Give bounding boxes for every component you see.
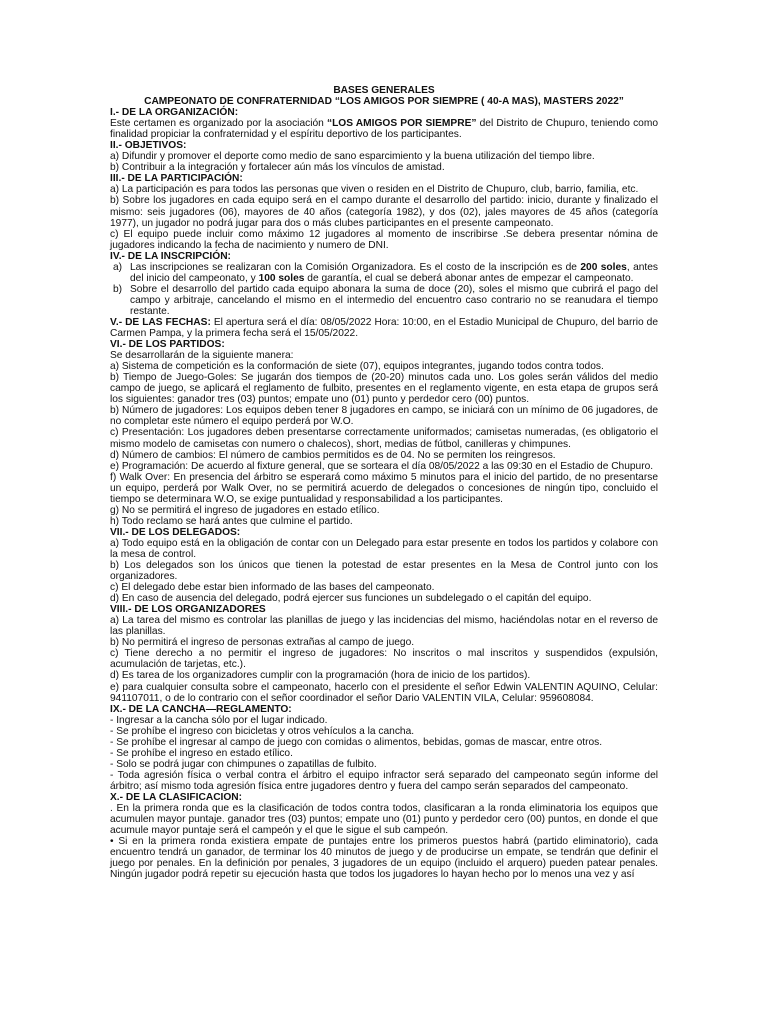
- text-fragment: Las inscripciones se realizaran con la Comisión Organizadora. Es el costo de la inscripción es de: [130, 261, 581, 273]
- section-heading-organizadores: VIII.- DE LOS ORGANIZADORES: [110, 604, 266, 616]
- paragraph-fechas: [110, 317, 658, 339]
- list-item: g) No se permitirá el ingreso de jugadores en estado etílico.: [110, 504, 380, 516]
- bold-text: 100 soles: [258, 272, 305, 284]
- list-item: - Se prohíbe el ingreso en estado etílico.: [110, 747, 293, 759]
- list-item: - Se prohíbe el ingresar al campo de juego con comidas o alimentos, bebidas, gomas de mascar, entre otros.: [110, 736, 603, 748]
- list-item: a) Todo equipo está en la obligación de contar con un Delegado para estar presente en todos los partidos y colabore con la mesa de control.: [110, 537, 658, 560]
- list-item: a) La participación es para todos las personas que viven o residen en el Distrito de Chupuro, club, barrio, familia, etc.: [110, 184, 639, 196]
- list-item: h) Todo reclamo se hará antes que culmine el partido.: [110, 515, 353, 527]
- document-subtitle: CAMPEONATO DE CONFRATERNIDAD “LOS AMIGOS POR SIEMPRE ( 40-A MAS), MASTERS 2022”: [144, 96, 624, 108]
- list-item: - Ingresar a la cancha sólo por el lugar indicado.: [110, 714, 328, 726]
- paragraph-organizacion: [110, 118, 658, 140]
- list-item: c) El equipo puede incluir como máximo 12 jugadores al momento de inscribirse .Se debera presentar nómina de jugadores indicando la fecha de nacimiento y numero de DNI.: [110, 228, 658, 251]
- list-item: b) Tiempo de Juego-Goles: Se jugarán dos tiempos de (20-20) minutos cada uno. Los goles serán válidos del medio campo de juego, se aplicará el reglamento de fulbito, presentes en el reglamento vigente, en esta etapa de grupos será los siguientes: ganador tres (03) puntos; empate uno (01) punto y perdedor cero (00) puntos.: [110, 372, 658, 406]
- section-heading-organizacion: I.- DE LA ORGANIZACIÓN:: [110, 107, 239, 119]
- list-item: [110, 262, 658, 284]
- document-title: BASES GENERALES: [333, 85, 435, 96]
- text-fragment: de garantía, el cual se deberá abonar antes de empezar el campeonato.: [304, 272, 634, 284]
- section-heading-fechas: V.- DE LAS FECHAS:: [110, 316, 211, 328]
- list-item: c) Tiene derecho a no permitir el ingreso de jugadores: No inscritos o mal inscritos y suspendidos (expulsión, acumulación de tarjetas, etc.).: [110, 648, 658, 671]
- section-heading-clasificacion: X.- DE LA CLASIFICACION:: [110, 792, 243, 803]
- list-item: a) Sistema de competición es la conformación de siete (07), equipos integrantes, jugando todos contra todos.: [110, 361, 604, 373]
- list-item: c) Presentación: Los jugadores deben presentarse correctamente uniformados; camisetas numeradas, (es obligatorio el mismo modelo de camisetas con numero o chalecos), short, medias de fútbol, canilleras y chimpunes.: [110, 427, 658, 450]
- list-item: b) No permitirá el ingreso de personas extrañas al campo de juego.: [110, 637, 415, 649]
- list-text: Sobre el desarrollo del partido cada equipo abonara la suma de doce (20), soles el mismo que cubrirá el pago del campo y arbitraje, cancelando el mismo en el intermedio del encuentro caso contrario no se reanudara el tiempo restante.: [130, 283, 658, 317]
- list-item: b) Número de jugadores: Los equipos deben tener 8 jugadores en campo, se iniciará con un mínimo de 06 jugadores, de no completar este número el equipo perderá por W.O.: [110, 405, 658, 428]
- list-item: [110, 284, 658, 317]
- section-heading-participacion: III.- DE LA PARTICIPACIÓN:: [110, 173, 243, 185]
- text-fragment: El apertura será el día: 08/05/2022 Hora: 10:00, en el Estadio Municipal de Chupuro, del barrio de Carmen Pampa, y la primera fecha será el 15/05/2022.: [110, 316, 658, 340]
- list-number: a): [113, 261, 123, 273]
- bold-text: “LOS AMIGOS POR SIEMPRE”: [326, 118, 477, 130]
- list-item: - Se prohíbe el ingreso con bicicletas y otros vehículos a la cancha.: [110, 725, 415, 737]
- section-heading-delegados: VII.- DE LOS DELEGADOS:: [110, 526, 241, 538]
- text-fragment: Este certamen es organizado por la asociación: [110, 118, 327, 130]
- section-heading-cancha: IX.- DE LA CANCHA—REGLAMENTO:: [110, 703, 292, 715]
- list-item: - Toda agresión física o verbal contra el árbitro el equipo infractor será separado del campeonato según informe del árbitro; así mismo toda agresión física entre jugadores dentro y fuera del campo serán separados del campeonato.: [110, 769, 658, 792]
- section-heading-objetivos: II.- OBJETIVOS:: [110, 140, 187, 152]
- list-number: b): [113, 283, 123, 295]
- paragraph: • Si en la primera ronda existiera empate de puntajes entre los primeros puestos habrá (partido eliminatorio), cada encuentro tendrá un ganador, de terminar los 40 minutos de juego y de producirse un empate, se tendrán que definir el juego por penales. En la definición por penales, 3 jugadores de un equipo (incluido el arquero) pueden patear penales. Ningún jugador podrá repetir su ejecución hasta que todos los jugadores lo hayan hecho por lo menos una vez y así: [110, 836, 658, 881]
- list-item: b) Los delegados son los únicos que tienen la potestad de estar presentes en la Mesa de Control junto con los organizadores.: [110, 560, 658, 583]
- bold-text: 200 soles: [580, 261, 627, 273]
- list-item: a) La tarea del mismo es controlar las planillas de juego y las incidencias del mismo, haciéndolas notar en el reverso de las planillas.: [110, 615, 658, 638]
- list-item: b) Contribuir a la integración y fortalecer aún más los vínculos de amistad.: [110, 162, 445, 174]
- text-fragment: del Distrito de Chupuro, teniendo como finalidad propiciar la confraternidad y el espíritu deportivo de los participantes.: [110, 118, 658, 141]
- list-text: [130, 262, 658, 284]
- section-heading-inscripcion: IV.- DE LA INSCRIPCIÓN:: [110, 250, 231, 262]
- list-item: c) El delegado debe estar bien informado de las bases del campeonato.: [110, 582, 435, 594]
- list-item: e) para cualquier consulta sobre el campeonato, hacerlo con el presidente el señor Edwin VALENTIN AQUINO, Celular: 941107011, o de lo contrario con el señor coordinador el señor Dario VALENTIN VILA, Celular: 959608084.: [110, 681, 658, 704]
- list-item: b) Sobre los jugadores en cada equipo será en el campo durante el desarrollo del partido: inicio, durante y finalizado el mismo: seis jugadores (06), mayores de 40 años (categoría 1982), y dos (02), jales mayores de 45 años (categoría 1977), un jugador no podrá jugar para dos o más clubes participantes en el presente campeonato.: [110, 195, 658, 229]
- document-page: [110, 85, 658, 880]
- paragraph: Se desarrollarán de la siguiente manera:: [110, 350, 294, 362]
- list-item: e) Programación: De acuerdo al fixture general, que se sorteara el día 08/05/2022 a las 09:30 en el Estadio de Chupuro.: [110, 460, 654, 472]
- list-item: d) Número de cambios: El número de cambios permitidos es de 04. No se permiten los reingresos.: [110, 449, 556, 461]
- list-item: d) En caso de ausencia del delegado, podrá ejercer sus funciones un subdelegado o el capitán del equipo.: [110, 593, 592, 605]
- section-heading-partidos: VI.- DE LOS PARTIDOS:: [110, 339, 225, 351]
- list-item: a) Difundir y promover el deporte como medio de sano esparcimiento y la buena utilización del tiempo libre.: [110, 151, 595, 163]
- list-item: f) Walk Over: En presencia del árbitro se esperará como máximo 5 minutos para el inicio del partido, de no presentarse un equipo, perderá por Walk Over, no se permitirá acuerdo de delegados o concesiones de ningún tipo, concluido el tiempo se determinara W.O, se exige puntualidad y responsabilidad a los participantes.: [110, 471, 658, 505]
- list-item: d) Es tarea de los organizadores cumplir con la programación (hora de inicio de los partidos).: [110, 670, 531, 682]
- text-fragment: , antes del inicio del campeonato, y: [130, 261, 658, 284]
- paragraph: . En la primera ronda que es la clasificación de todos contra todos, clasificaran a la ronda eliminatoria los equipos que acumulen mayor puntaje. ganador tres (03) puntos; empate uno (01) punto y perdedor cero (00) puntos, en donde el que acumule mayor puntaje será el campeón y el que le sigue el sub campeón.: [110, 803, 658, 837]
- list-item: - Solo se podrá jugar con chimpunes o zapatillas de fulbito.: [110, 758, 377, 770]
